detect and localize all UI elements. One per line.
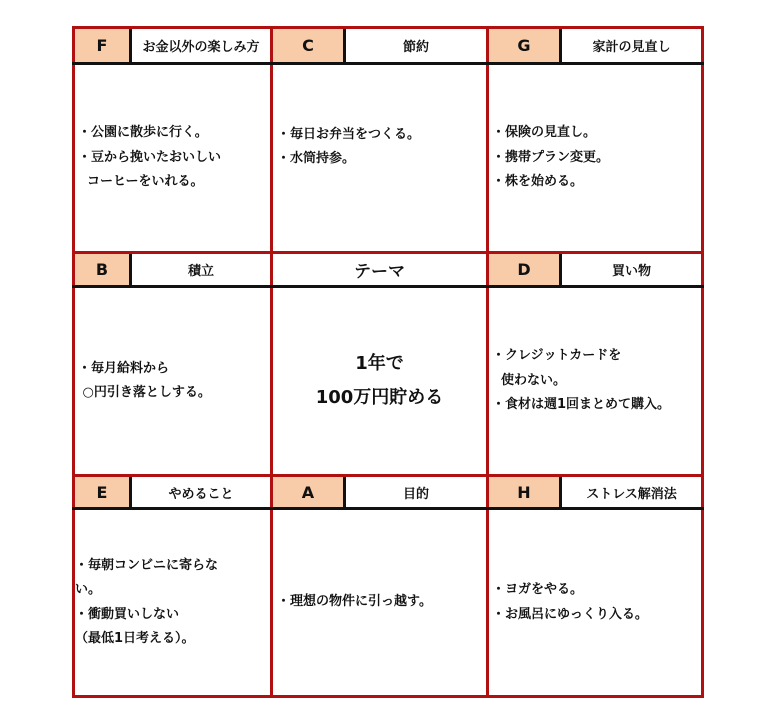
- cell-G-line-3: ・株を始める。: [492, 174, 584, 190]
- cell-E-line-3: ・衝動買いしない: [75, 606, 180, 622]
- cell-E-letter: E: [75, 477, 132, 507]
- cell-D-title: 買い物: [611, 264, 651, 279]
- cell-D-line-2: 使わない。: [492, 372, 567, 388]
- cell-F-line-1: ・公園に散歩に行く。: [78, 125, 208, 141]
- cell-D-line-1: ・クレジットカードを: [492, 348, 622, 364]
- cell-F-header: [75, 29, 270, 62]
- cell-G-line-2: ・携帯プラン変更。: [492, 149, 610, 165]
- cell-H-line-1: ・ヨガをやる。: [492, 582, 584, 597]
- cell-H-header: [489, 477, 701, 507]
- cell-A-line-1: ・理想の物件に引っ越す。: [277, 594, 432, 610]
- theme-body: [273, 288, 486, 474]
- cell-C-letter: C: [273, 29, 346, 62]
- cell-A-header: [273, 477, 486, 507]
- cell-E-line-4: （最低1日考える）。: [75, 631, 195, 646]
- cell-D-header: [489, 254, 701, 285]
- cell-B-line-2: ○円引き落としする。: [78, 385, 211, 400]
- cell-F-line-2: ・豆から挽いたおいしい: [78, 149, 222, 165]
- theme-line-2: 100万円貯める: [315, 387, 444, 408]
- cell-F-title: お金以外の楽しみ方: [142, 40, 260, 55]
- cell-E-line-2: い。: [75, 582, 102, 597]
- cell-H-body: [492, 510, 700, 695]
- theme-header: テーマ: [354, 262, 405, 282]
- cell-F-letter: F: [75, 29, 132, 62]
- cell-C-title: 節約: [402, 40, 429, 55]
- cell-F-body: [78, 65, 268, 251]
- grid-vline-2: [486, 26, 489, 698]
- cell-C-body: [277, 65, 483, 229]
- cell-G-title: 家計の見直し: [592, 40, 671, 55]
- cell-F-line-3: コーヒーをいれる。: [78, 174, 204, 190]
- cell-B-letter: B: [75, 254, 132, 285]
- cell-E-line-1: ・毎朝コンビニに寄らな: [75, 557, 219, 573]
- cell-E-body: [75, 510, 270, 695]
- cell-H-title: ストレス解消法: [586, 486, 677, 502]
- cell-C-header: [273, 29, 486, 62]
- cell-E-header: [75, 477, 270, 507]
- cell-D-body: [492, 288, 700, 474]
- cell-B-line-1: ・毎月給料から: [78, 360, 170, 376]
- cell-A-title: 目的: [402, 486, 429, 502]
- cell-D-line-3: ・食材は週1回まとめて購入。: [492, 397, 671, 413]
- cell-D-letter: D: [489, 254, 562, 285]
- cell-E-title: やめること: [168, 486, 234, 502]
- cell-C-line-2: ・水筒持参。: [277, 151, 356, 166]
- cell-B-body: [78, 288, 268, 474]
- cell-H-letter: H: [489, 477, 562, 507]
- cell-B-title: 積立: [187, 264, 214, 279]
- cell-G-header: [489, 29, 701, 62]
- cell-H-line-2: ・お風呂にゆっくり入る。: [492, 606, 648, 622]
- cell-G-body: [492, 65, 700, 251]
- theme-line-1: 1年で: [355, 353, 404, 374]
- cell-G-line-1: ・保険の見直し。: [492, 125, 597, 141]
- cell-A-letter: A: [273, 477, 346, 507]
- cell-G-letter: G: [489, 29, 562, 62]
- cell-A-body: [277, 510, 483, 695]
- cell-C-line-1: ・毎日お弁当をつくる。: [277, 126, 421, 142]
- cell-B-header: [75, 254, 270, 285]
